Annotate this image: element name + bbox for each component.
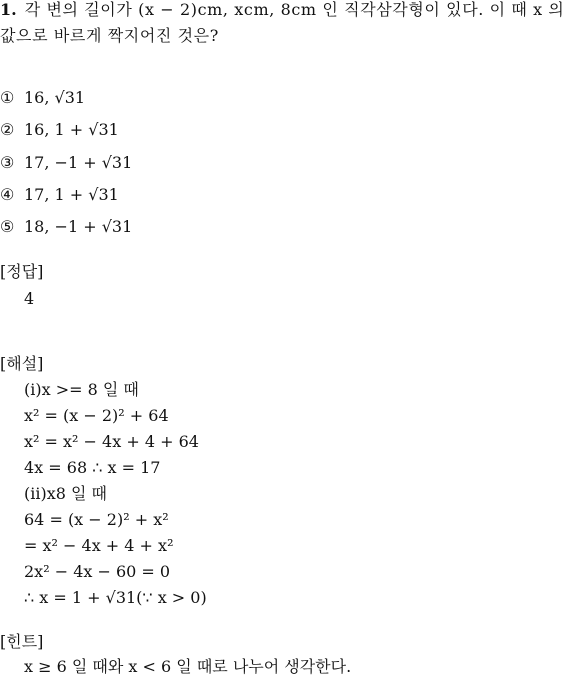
hint-text: x ≥ 6 일 때와 x < 6 일 때로 나누어 생각한다. bbox=[24, 657, 352, 676]
choice-1[interactable] bbox=[0, 88, 85, 108]
question-number: 1. bbox=[0, 0, 17, 19]
choice-text: 17, 1 + √31 bbox=[24, 185, 119, 204]
choice-text: 16, √31 bbox=[24, 88, 86, 107]
choice-marker: ⑤ bbox=[0, 217, 15, 236]
choice-text: 16, 1 + √31 bbox=[24, 120, 119, 139]
explanation-line: = x² − 4x + 4 + x² bbox=[24, 536, 174, 555]
choice-marker: ① bbox=[0, 88, 15, 107]
choice-5[interactable] bbox=[0, 217, 132, 237]
choice-marker: ② bbox=[0, 120, 15, 139]
explanation-line: (ii)x8 일 때 bbox=[24, 484, 108, 503]
question-text-line-1: 각 변의 길이가 (x − 2)cm, xcm, 8cm 인 직각삼각형이 있다. 이 때 x 의 bbox=[24, 0, 565, 19]
choice-3[interactable] bbox=[0, 153, 132, 173]
choice-text: 17, −1 + √31 bbox=[24, 153, 133, 172]
choice-4[interactable] bbox=[0, 185, 119, 205]
explanation-label: [해설] bbox=[0, 354, 44, 373]
explanation-line: 2x² − 4x − 60 = 0 bbox=[24, 562, 171, 581]
choice-text: 18, −1 + √31 bbox=[24, 217, 133, 236]
explanation-line: ∴ x = 1 + √31(∵ x > 0) bbox=[24, 588, 207, 607]
choice-marker: ④ bbox=[0, 185, 15, 204]
explanation-line: 4x = 68 ∴ x = 17 bbox=[24, 458, 161, 477]
answer-label: [정답] bbox=[0, 262, 44, 281]
explanation-line: x² = (x − 2)² + 64 bbox=[24, 406, 169, 425]
hint-label: [힌트] bbox=[0, 632, 44, 651]
explanation-line: x² = x² − 4x + 4 + 64 bbox=[24, 432, 199, 451]
question-line-2 bbox=[0, 26, 219, 46]
choice-marker: ③ bbox=[0, 153, 15, 172]
answer-value: 4 bbox=[24, 289, 35, 308]
choice-2[interactable] bbox=[0, 120, 119, 140]
explanation-line: (i)x >= 8 일 때 bbox=[24, 380, 139, 399]
question-line-1 bbox=[0, 0, 565, 20]
question-text-line-2: 값으로 바르게 짝지어진 것은? bbox=[0, 26, 219, 45]
explanation-line: 64 = (x − 2)² + x² bbox=[24, 510, 169, 529]
